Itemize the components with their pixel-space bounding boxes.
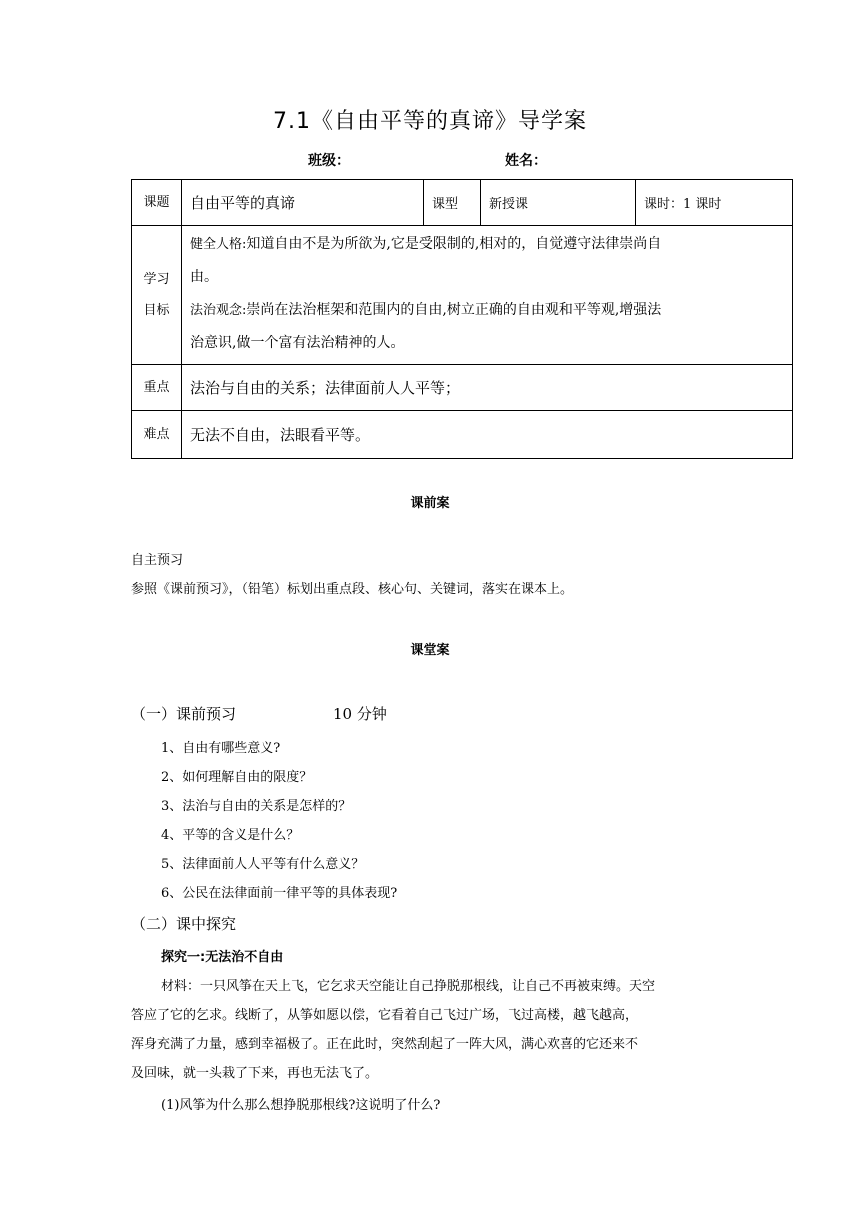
question-item: 5、法律面前人人平等有什么意义？ [161, 857, 365, 872]
part1-title: （一）课前预习 [131, 705, 237, 723]
goal-text-cont: 治意识,做一个富有法治精神的人。 [190, 335, 405, 351]
page-title: 7.1《自由平等的真谛》导学案 [273, 109, 587, 134]
difficulty-label: 难点 [132, 411, 182, 459]
type-value: 新授课 [481, 180, 636, 226]
goals-cell [182, 226, 793, 365]
goal-item [190, 228, 784, 261]
table-row-topic [132, 180, 793, 226]
goal-text-cont: 由。 [190, 269, 218, 285]
material-line: 及回味，就一头栽了下来，再也无法飞了。 [131, 1066, 379, 1081]
goal-label-line-2: 目标 [143, 303, 170, 318]
key-value: 法治与自由的关系；法律面前人人平等； [182, 365, 793, 411]
question-1: (1)风筝为什么那么想挣脱那根线?这说明了什么? [161, 1098, 441, 1113]
self-study-label: 自主预习 [131, 553, 184, 568]
goal-label-line-1: 学习 [143, 272, 170, 287]
part1-time: 10 分钟 [333, 705, 387, 723]
question-item: 2、如何理解自由的限度？ [161, 770, 313, 785]
goal-text: 知道自由不是为所欲为,它是受限制的,相对的，自觉遵守法律崇尚自 [246, 236, 662, 252]
table-row-goals [132, 226, 793, 365]
goal-text: 崇尚在法治框架和范围内的自由,树立正确的自由观和平等观,增强法 [246, 302, 662, 318]
question-item: 1、自由有哪些意义? [161, 741, 281, 756]
key-label: 重点 [132, 365, 182, 411]
goal-tag: 法治观念: [190, 303, 247, 318]
explore-title: 探究一:无法治不自由 [161, 950, 284, 965]
lesson-info-table [131, 179, 793, 459]
hours-value: 课时：1 课时 [636, 180, 793, 226]
class-label: 班级： [308, 153, 350, 169]
goal-tag: 健全人格: [190, 237, 247, 252]
question-item: 6、公民在法律面前一律平等的具体表现? [161, 886, 398, 901]
name-label: 姓名： [505, 153, 547, 169]
question-item: 4、平等的含义是什么？ [161, 828, 300, 843]
type-label: 课型 [424, 180, 481, 226]
topic-label: 课题 [132, 180, 182, 226]
table-row-difficulty [132, 411, 793, 459]
material-line: 答应了它的乞求。线断了，从筝如愿以偿，它看着自己飞过广场，飞过高楼，越飞越高， [131, 1008, 639, 1023]
topic-value: 自由平等的真谛 [182, 180, 424, 226]
pre-class-heading: 课前案 [410, 496, 450, 511]
difficulty-value: 无法不自由，法眼看平等。 [182, 411, 793, 459]
material-line: 材料：一只风筝在天上飞，它乞求天空能让自己挣脱那根线，让自己不再被束缚。天空 [161, 979, 656, 994]
goal-item [190, 294, 784, 327]
in-class-heading: 课堂案 [410, 643, 450, 658]
goal-label [132, 226, 182, 365]
part2-title: （二）课中探究 [131, 915, 237, 933]
self-study-instruction: 参照《课前预习》，（铅笔）标划出重点段、核心句、关键词，落实在课本上。 [131, 582, 574, 597]
question-item: 3、法治与自由的关系是怎样的？ [161, 799, 352, 814]
material-line: 浑身充满了力量，感到幸福极了。正在此时，突然刮起了一阵大风，满心欢喜的它还来不 [131, 1037, 639, 1052]
table-row-key [132, 365, 793, 411]
